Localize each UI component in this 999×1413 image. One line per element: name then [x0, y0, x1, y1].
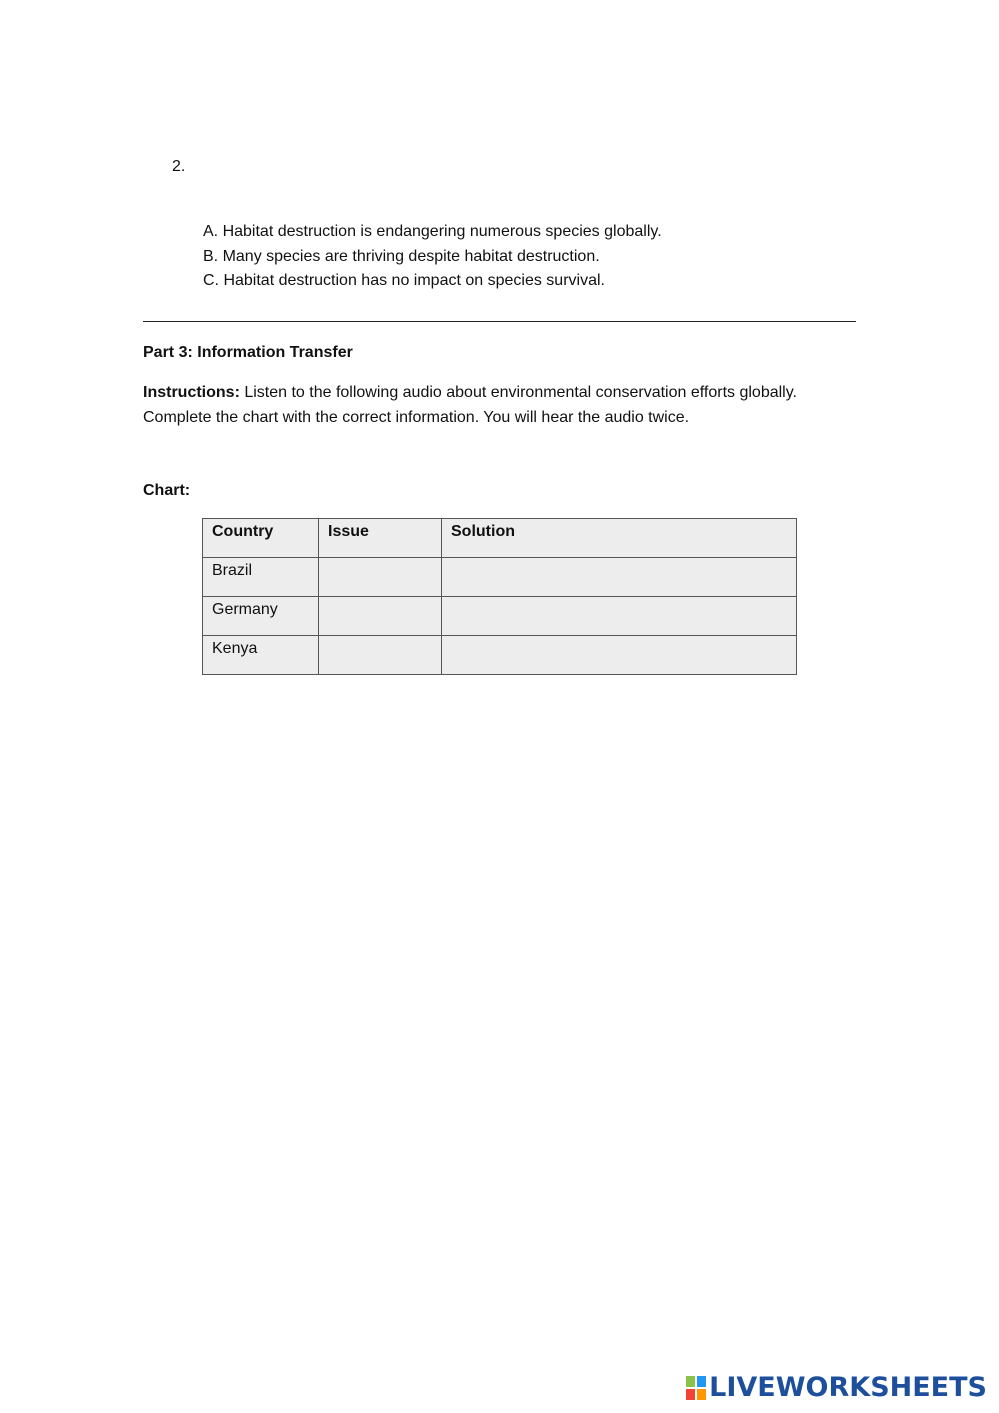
issue-input-cell[interactable]	[319, 558, 442, 597]
logo-text: LIVEWORKSHEETS	[709, 1372, 987, 1403]
instructions	[143, 381, 863, 430]
option-c[interactable]: C. Habitat destruction has no impact on species survival.	[203, 272, 605, 289]
logo-square-icon	[696, 1388, 707, 1401]
instructions-text: Listen to the following audio about environmental conservation efforts globally. Complete the chart with the correct information. You will hear the audio twice.	[143, 384, 797, 426]
solution-input-cell[interactable]	[442, 558, 797, 597]
liveworksheets-logo	[685, 1372, 987, 1403]
answer-options	[203, 220, 662, 294]
liveworksheets-logo-icon	[685, 1375, 707, 1401]
table-row	[203, 636, 797, 675]
country-cell: Germany	[203, 597, 319, 636]
option-b[interactable]: B. Many species are thriving despite habitat destruction.	[203, 247, 600, 265]
table-header-row	[203, 519, 797, 558]
header-country: Country	[203, 519, 319, 558]
header-issue: Issue	[319, 519, 442, 558]
solution-input-cell[interactable]	[442, 597, 797, 636]
section-divider	[143, 321, 856, 322]
country-cell: Kenya	[203, 636, 319, 675]
chart-label: Chart:	[143, 482, 191, 499]
table-row	[203, 558, 797, 597]
logo-square-icon	[696, 1375, 707, 1388]
table-row	[203, 597, 797, 636]
header-solution: Solution	[442, 519, 797, 558]
logo-square-icon	[685, 1375, 696, 1388]
logo-square-icon	[685, 1388, 696, 1401]
issue-input-cell[interactable]	[319, 597, 442, 636]
instructions-label: Instructions:	[143, 384, 240, 401]
information-table	[202, 518, 797, 675]
option-a[interactable]: A. Habitat destruction is endangering numerous species globally.	[203, 223, 662, 240]
issue-input-cell[interactable]	[319, 636, 442, 675]
part-title: Part 3: Information Transfer	[143, 344, 353, 361]
country-cell: Brazil	[203, 558, 319, 597]
question-number: 2.	[172, 158, 186, 175]
solution-input-cell[interactable]	[442, 636, 797, 675]
